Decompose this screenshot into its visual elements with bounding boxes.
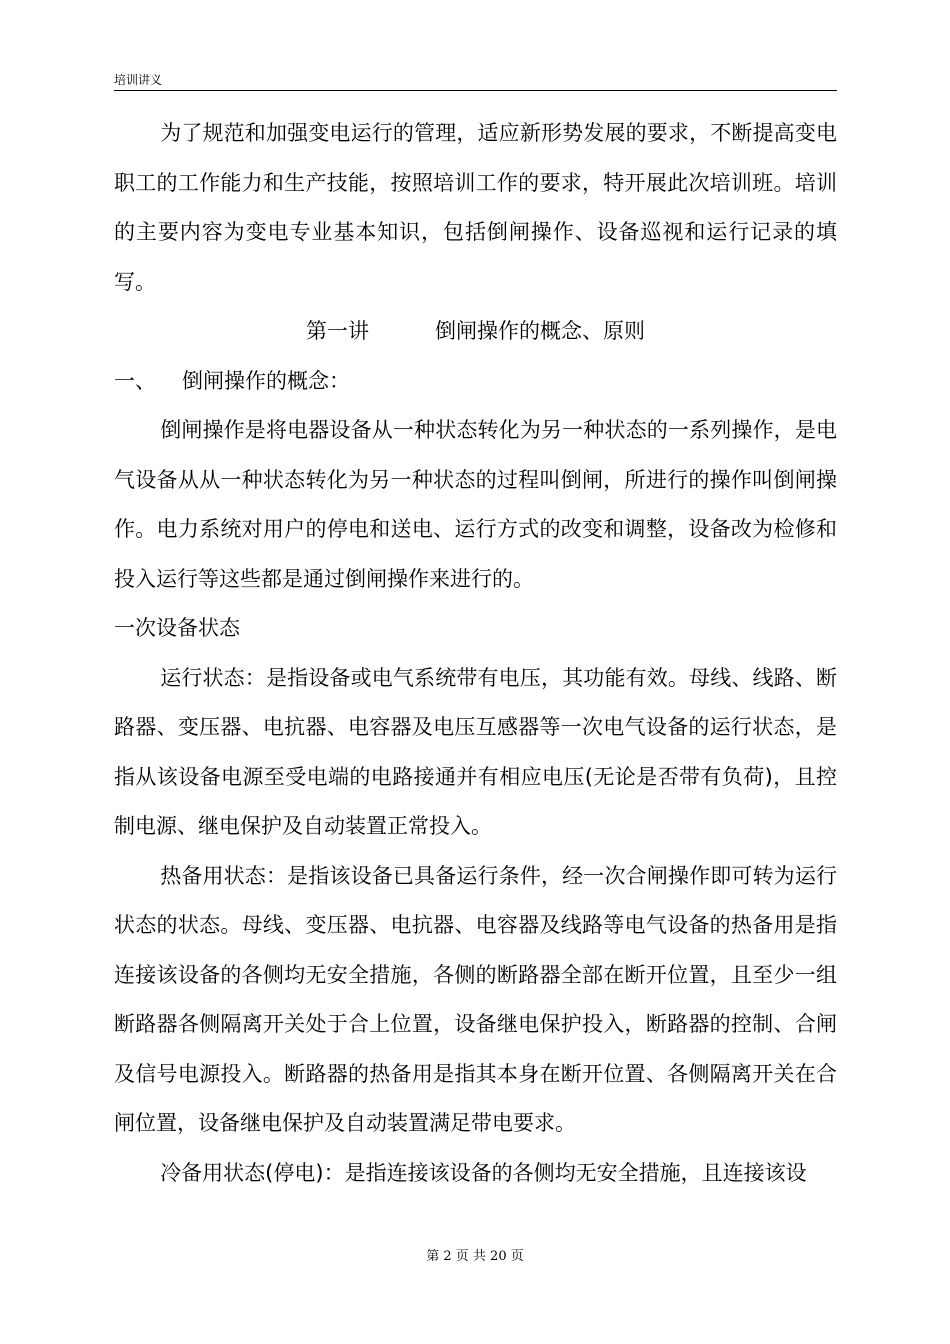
lecture-number: 第一讲	[306, 319, 369, 343]
intro-paragraph: 为了规范和加强变电运行的管理，适应新形势发展的要求，不断提高变电职工的工作能力和生产技能，按照培训工作的要求，特开展此次培训班。培训的主要内容为变电专业基本知识，包括倒闸操作、设备巡视和运行记录的填写。	[114, 121, 837, 294]
concept-paragraph: 倒闸操作是将电器设备从一种状态转化为另一种状态的一系列操作，是电气设备从从一种状态转化为另一种状态的过程叫倒闸，所进行的操作叫倒闸操作。电力系统对用户的停电和送电、运行方式的改变和调整，设备改为检修和投入运行等这些都是通过倒闸操作来进行的。	[114, 418, 837, 591]
running-state-paragraph: 运行状态：是指设备或电气系统带有电压，其功能有效。母线、线路、断路器、变压器、电抗器、电容器及电压互感器等一次电气设备的运行状态，是指从该设备电源至受电端的电路接通并有相应电压(无论是否带有负荷)，且控制电源、继电保护及自动装置正常投入。	[114, 665, 837, 838]
lecture-heading	[114, 307, 837, 357]
page-footer	[0, 1248, 950, 1266]
section-heading	[114, 357, 837, 407]
page-header	[114, 72, 837, 91]
header-title: 培训讲义	[114, 73, 163, 87]
section-title: 倒闸操作的概念：	[182, 368, 350, 393]
subheading-equipment-state: 一次设备状态	[114, 616, 240, 640]
document-body	[114, 109, 837, 1198]
page-number: 第 2 页 共 20 页	[426, 1249, 524, 1264]
section-number: 一、	[114, 368, 156, 393]
lecture-title: 倒闸操作的概念、原则	[435, 319, 645, 343]
cold-standby-paragraph: 冷备用状态(停电)：是指连接该设备的各侧均无安全措施，且连接该设	[160, 1160, 807, 1185]
hot-standby-paragraph: 热备用状态：是指该设备已具备运行条件，经一次合闸操作即可转为运行状态的状态。母线、变压器、电抗器、电容器及线路等电气设备的热备用是指连接该设备的各侧均无安全措施，各侧的断路器全部在断开位置，且至少一组断路器各侧隔离开关处于合上位置，设备继电保护投入，断路器的控制、合闸及信号电源投入。断路器的热备用是指其本身在断开位置、各侧隔离开关在合闸位置，设备继电保护及自动装置满足带电要求。	[114, 863, 837, 1135]
